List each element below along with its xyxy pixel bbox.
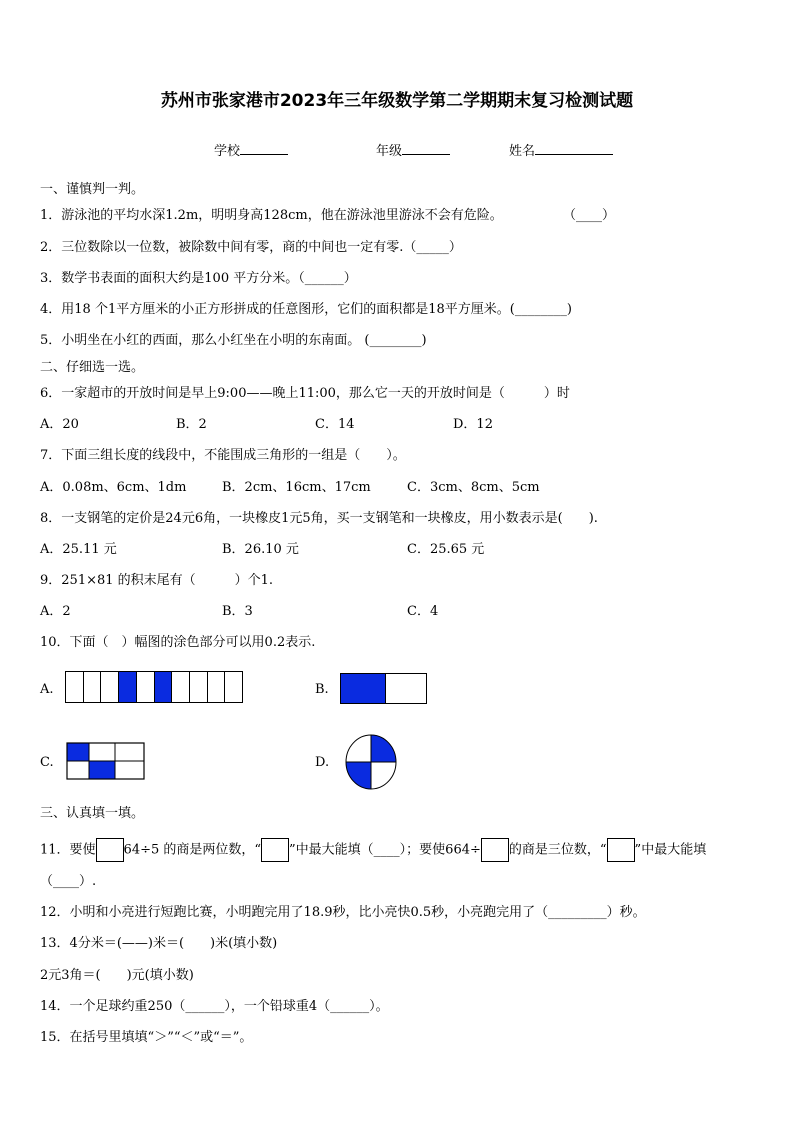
fig-a-empty-cell bbox=[66, 672, 83, 702]
section-2-heading: 二、仔细选一选。 bbox=[40, 360, 145, 375]
section-3-heading: 三、认真填一填。 bbox=[40, 806, 145, 821]
q6-option-a[interactable]: A．20 bbox=[40, 417, 79, 432]
q10-figure-d[interactable] bbox=[344, 733, 398, 791]
q9-option-c[interactable]: C．4 bbox=[407, 604, 439, 619]
name-field bbox=[509, 142, 613, 160]
q10-figure-a[interactable] bbox=[65, 671, 243, 703]
q11-digit-box-3[interactable] bbox=[481, 838, 509, 862]
name-blank[interactable] bbox=[535, 142, 613, 155]
section-1-heading: 一、谨慎判一判。 bbox=[40, 182, 145, 197]
question-15: 15．在括号里填填“＞”“＜”或“＝”。 bbox=[40, 1030, 253, 1045]
grade-label: 年级 bbox=[376, 144, 403, 159]
fig-b-shaded-cell bbox=[341, 674, 385, 703]
fig-a-empty-cell bbox=[100, 672, 118, 702]
fig-a-empty-cell bbox=[207, 672, 225, 702]
q10-option-a-label[interactable]: A. bbox=[40, 682, 54, 697]
school-field bbox=[214, 142, 288, 160]
name-label: 姓名 bbox=[509, 144, 536, 159]
q11-digit-box-2[interactable] bbox=[261, 838, 289, 862]
q6-option-d[interactable]: D．12 bbox=[453, 417, 493, 432]
q6-option-c[interactable]: C．14 bbox=[315, 417, 355, 432]
q10-figure-c[interactable] bbox=[66, 742, 146, 780]
q8-option-a[interactable]: A．25.11 元 bbox=[40, 542, 117, 557]
question-10: 10．下面（ ）幅图的涂色部分可以用0.2表示. bbox=[40, 635, 316, 650]
question-1-answer[interactable]: （____） bbox=[563, 208, 616, 223]
page-title: 苏州市张家港市2023年三年级数学第二学期期末复习检测试题 bbox=[160, 91, 634, 111]
school-blank[interactable] bbox=[240, 142, 288, 155]
question-9: 9．251×81 的积末尾有（ ）个1. bbox=[40, 573, 274, 588]
q7-option-c[interactable]: C．3cm、8cm、5cm bbox=[407, 480, 540, 495]
fig-c-shaded-cell-1 bbox=[67, 743, 89, 761]
fig-a-empty-cell bbox=[83, 672, 101, 702]
fig-a-empty-cell bbox=[171, 672, 189, 702]
fig-a-empty-cell bbox=[224, 672, 242, 702]
question-2: 2．三位数除以一位数，被除数中间有零，商的中间也一定有零.（_____） bbox=[40, 240, 462, 255]
question-11 bbox=[40, 838, 706, 862]
fig-b-empty-cell bbox=[385, 674, 426, 703]
fig-a-shaded-cell bbox=[118, 672, 136, 702]
q10-option-c-label[interactable]: C. bbox=[40, 755, 54, 770]
q10-option-b-label[interactable]: B. bbox=[315, 682, 329, 697]
q11-part-4: 的商是三位数，“ bbox=[508, 842, 607, 858]
question-11-continued: （____）. bbox=[40, 874, 97, 889]
q7-option-a[interactable]: A．0.08m、6cm、1dm bbox=[40, 480, 187, 495]
question-1: 1．游泳池的平均水深1.2m，明明身高128cm，他在游泳池里游泳不会有危险。 bbox=[40, 208, 503, 223]
q8-option-c[interactable]: C．25.65 元 bbox=[407, 542, 485, 557]
fig-a-empty-cell bbox=[189, 672, 207, 702]
fig-a-shaded-cell bbox=[154, 672, 172, 702]
question-5: 5．小明坐在小红的西面，那么小红坐在小明的东南面。 (________) bbox=[40, 333, 427, 348]
q11-part-1: 11．要使 bbox=[40, 842, 96, 858]
question-7: 7．下面三组长度的线段中，不能围成三角形的一组是（ ）。 bbox=[40, 448, 406, 463]
grade-field bbox=[376, 142, 450, 160]
q11-digit-box-1[interactable] bbox=[96, 838, 124, 862]
q11-part-2: 64÷5 的商是两位数，“ bbox=[123, 842, 262, 858]
q9-option-b[interactable]: B．3 bbox=[222, 604, 253, 619]
fig-c-shaded-cell-2 bbox=[89, 761, 115, 779]
question-13: 13．4分米＝(——)米＝( )米(填小数) bbox=[40, 936, 278, 951]
question-6: 6．一家超市的开放时间是早上9:00——晚上11:00，那么它一天的开放时间是（ ）时 bbox=[40, 386, 570, 401]
question-12: 12．小明和小亮进行短跑比赛，小明跑完用了18.9秒，比小亮快0.5秒，小亮跑完用了（_________）秒。 bbox=[40, 905, 646, 920]
q11-part-3: ”中最大能填（____）；要使664÷ bbox=[289, 842, 481, 858]
q11-part-5: ”中最大能填 bbox=[634, 842, 707, 858]
question-3: 3．数学书表面的面积大约是100 平方分米。（______） bbox=[40, 271, 357, 286]
question-8: 8．一支钢笔的定价是24元6角，一块橡皮1元5角，买一支钢笔和一块橡皮，用小数表示是( ). bbox=[40, 511, 598, 526]
q6-option-b[interactable]: B．2 bbox=[176, 417, 207, 432]
q10-figure-b[interactable] bbox=[340, 673, 427, 704]
q10-option-d-label[interactable]: D. bbox=[315, 755, 330, 770]
question-4: 4．用18 个1平方厘米的小正方形拼成的任意图形，它们的面积都是18平方厘米。(________) bbox=[40, 302, 572, 317]
question-13-line-2: 2元3角＝( )元(填小数) bbox=[40, 968, 194, 983]
q9-option-a[interactable]: A．2 bbox=[40, 604, 71, 619]
school-label: 学校 bbox=[214, 144, 241, 159]
q8-option-b[interactable]: B．26.10 元 bbox=[222, 542, 299, 557]
grade-blank[interactable] bbox=[402, 142, 450, 155]
fig-a-empty-cell bbox=[136, 672, 154, 702]
question-14: 14．一个足球约重250（______），一个铅球重4（______）。 bbox=[40, 999, 389, 1014]
q11-digit-box-4[interactable] bbox=[607, 838, 635, 862]
q7-option-b[interactable]: B．2cm、16cm、17cm bbox=[222, 480, 371, 495]
